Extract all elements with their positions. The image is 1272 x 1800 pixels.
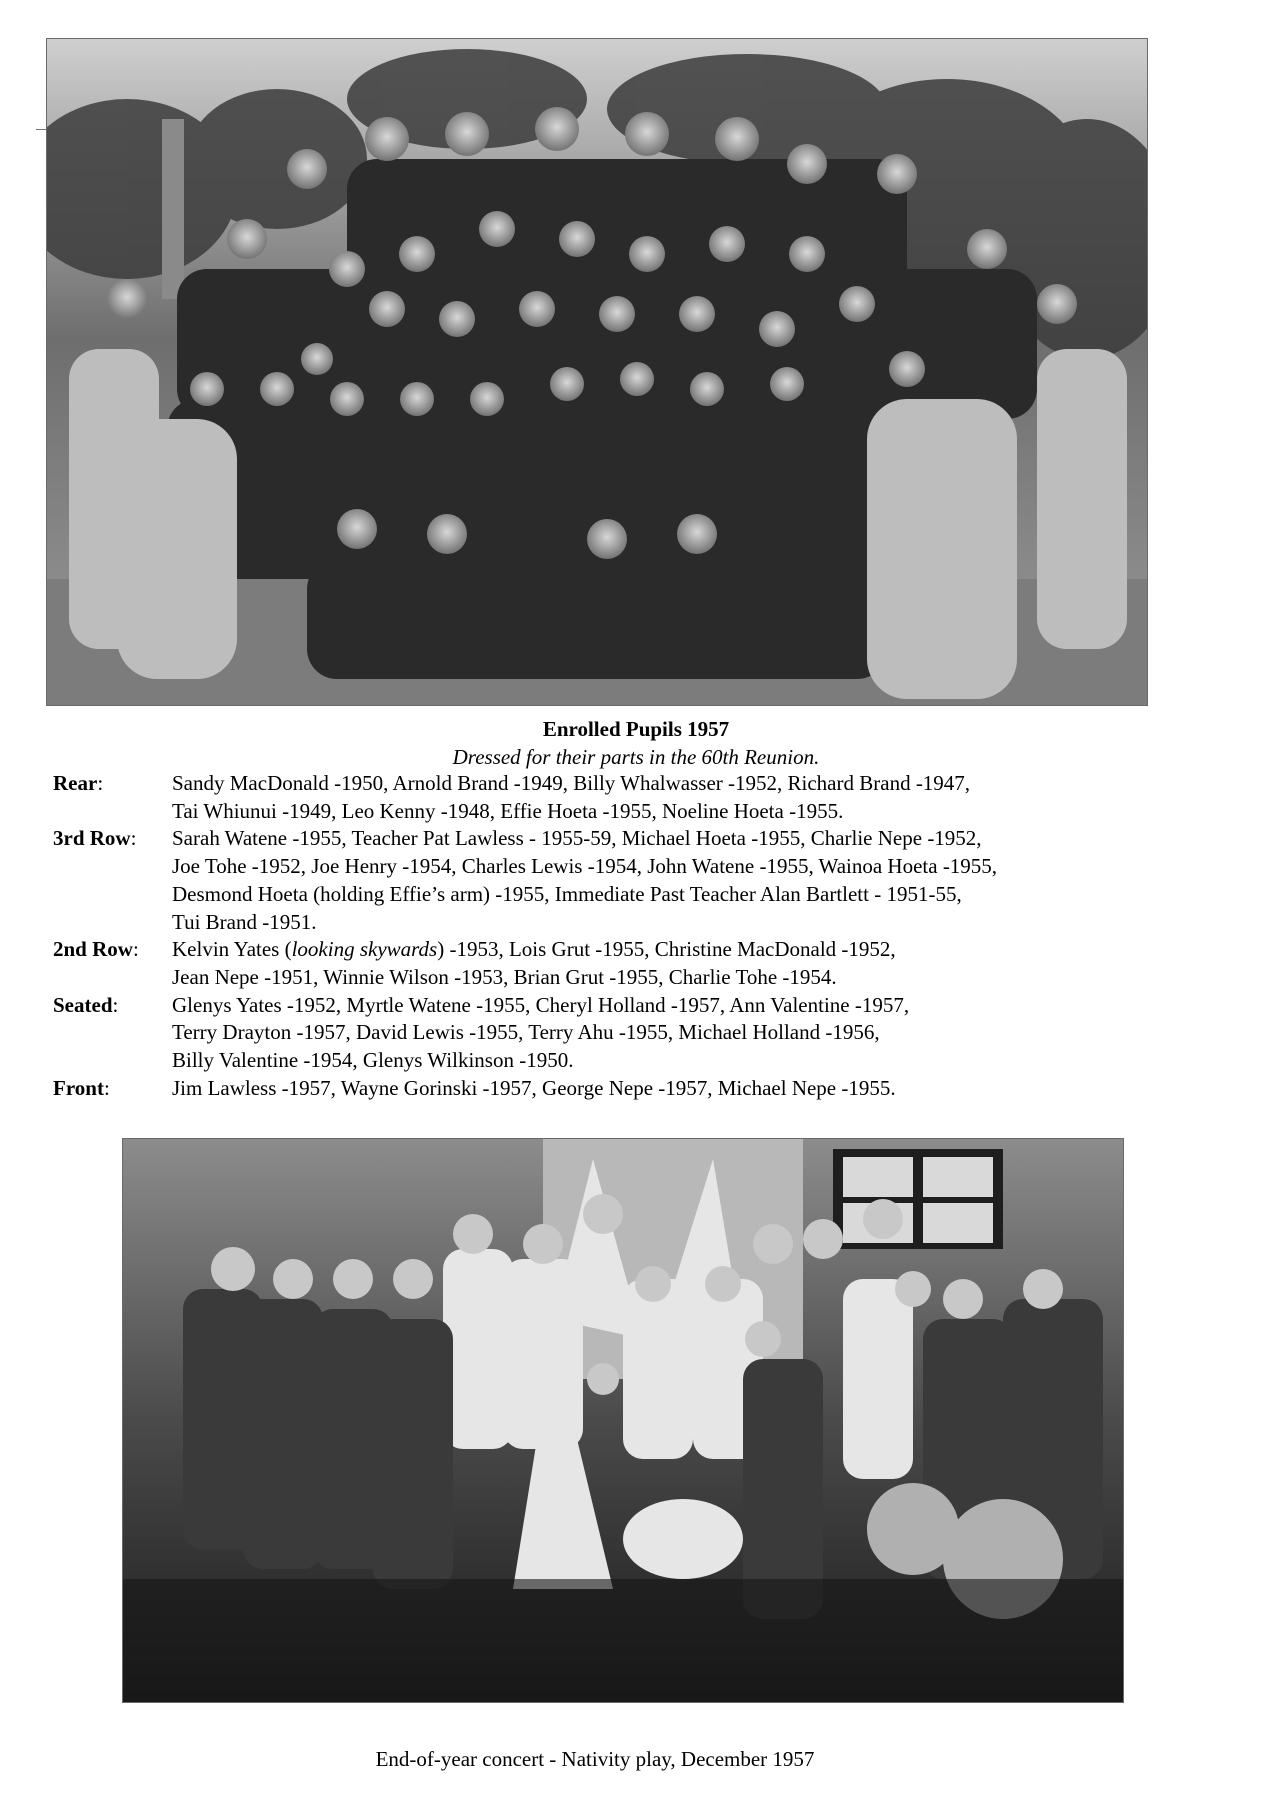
margin-mark (36, 129, 46, 130)
roster-line: Tui Brand -1951. (172, 909, 317, 934)
row-label: Front: (53, 1075, 110, 1100)
nativity-play-photo (122, 1138, 1124, 1703)
roster-line: Sarah Watene -1955, Teacher Pat Lawless - 1955-59, Michael Hoeta -1955, Charlie Nepe -1952, (172, 826, 982, 851)
row-label: Seated: (53, 992, 119, 1017)
roster-row-3rd (53, 825, 1233, 936)
photo-title: Enrolled Pupils 1957 (542, 717, 730, 741)
pupil-roster (53, 770, 1233, 1102)
roster-row-front (53, 1075, 1233, 1103)
roster-row-2nd (53, 936, 1233, 991)
roster-row-rear (53, 770, 1233, 825)
group-photo-enrolled-pupils (46, 38, 1148, 706)
roster-line: Billy Valentine -1954, Glenys Wilkinson -1950. (172, 1048, 574, 1073)
photo-subtitle: Dressed for their parts in the 60th Reunion. (452, 745, 820, 769)
nativity-caption: End-of-year concert - Nativity play, December 1957 (375, 1747, 815, 1771)
nativity-photo-image (123, 1139, 1123, 1702)
row-label: 3rd Row: (53, 826, 137, 851)
roster-line: Glenys Yates -1952, Myrtle Watene -1955, Cheryl Holland -1957, Ann Valentine -1957, (172, 992, 910, 1017)
roster-line: Joe Tohe -1952, Joe Henry -1954, Charles Lewis -1954, John Watene -1955, Wainoa Hoeta -1955, (172, 854, 998, 879)
roster-line: Jim Lawless -1957, Wayne Gorinski -1957, George Nepe -1957, Michael Nepe -1955. (172, 1075, 896, 1100)
row-label: Rear: (53, 771, 104, 795)
roster-row-seated (53, 992, 1233, 1075)
roster-line: Desmond Hoeta (holding Effie’s arm) -1955, Immediate Past Teacher Alan Bartlett - 1951-55, (172, 881, 962, 906)
roster-line: Sandy MacDonald -1950, Arnold Brand -1949, Billy Whalwasser -1952, Richard Brand -1947, (172, 771, 971, 795)
group-photo-image (47, 39, 1147, 705)
roster-line: Jean Nepe -1951, Winnie Wilson -1953, Brian Grut -1955, Charlie Tohe -1954. (172, 964, 837, 989)
roster-line: Kelvin Yates (looking skywards) -1953, Lois Grut -1955, Christine MacDonald -1952, (172, 937, 896, 962)
row-label: 2nd Row: (53, 937, 139, 962)
roster-line: Tai Whiunui -1949, Leo Kenny -1948, Effie Hoeta -1955, Noeline Hoeta -1955. (172, 798, 844, 823)
roster-line: Terry Drayton -1957, David Lewis -1955, Terry Ahu -1955, Michael Holland -1956, (172, 1020, 880, 1045)
